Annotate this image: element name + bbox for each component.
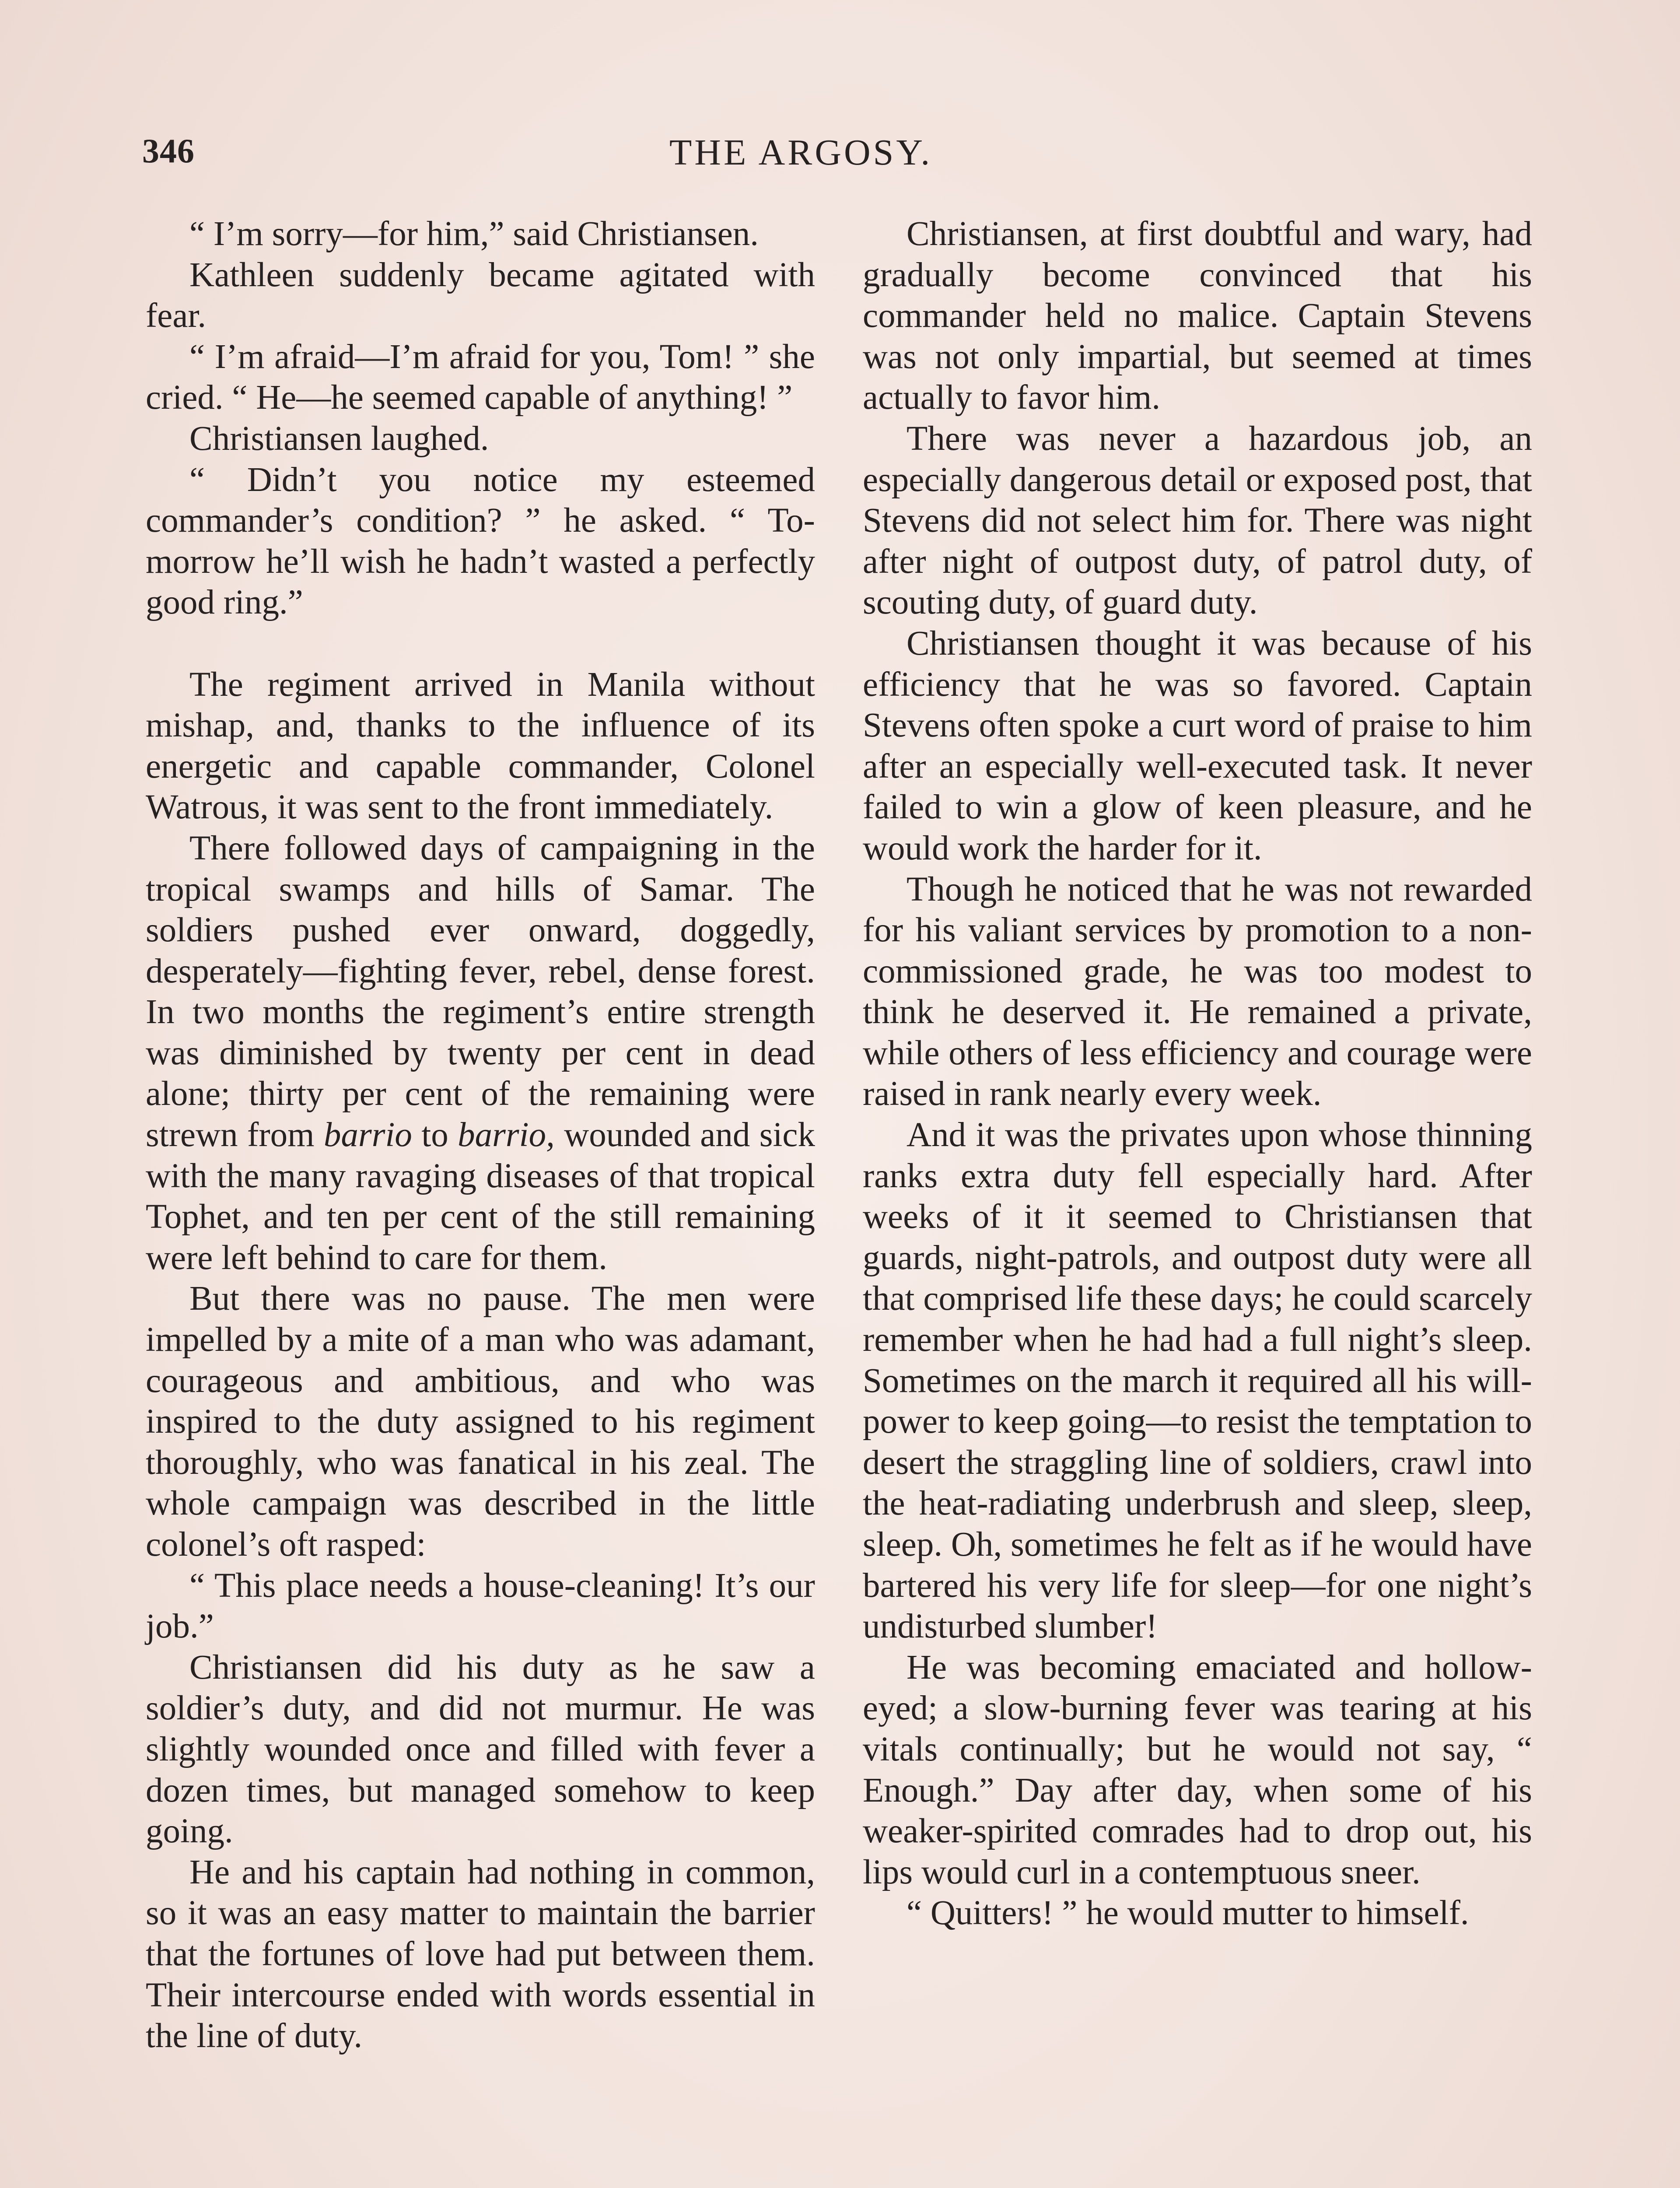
- paragraph-text: There followed days of campaigning in the tropical swamps and hills of Samar. The soldiers pushed ever onward, doggedly, desperately—fighting fever, rebel, dense forest. In two months the regiment’s entire strength was diminished by twenty per cent in dead alone; thirty per cent of the remaining were strewn from: [146, 829, 815, 1154]
- paragraph-text: wounded and sick with the many ravaging diseases of that tropical Tophet, and ten per cent of the still remaining were left behind to care for them.: [146, 1116, 815, 1277]
- paragraph: And it was the privates upon whose thinning ranks extra duty fell especially hard. After weeks of it it seemed to Christiansen that guards, night-patrols, and outpost duty were all that comprised life these days; he could scarcely remember when he had had a full night’s sleep. Sometimes on the march it required all his will-power to keep going—to resist the temptation to desert the straggling line of soldiers, crawl into the heat-radiating underbrush and sleep, sleep, sleep. Oh, sometimes he felt as if he would have bartered his very life for sleep—for one night’s undisturbed slumber!: [863, 1116, 1532, 1646]
- italic-term: barrio,: [458, 1116, 555, 1154]
- paragraph: There was never a hazardous job, an especially dangerous detail or exposed post, that Stevens did not select him for. There was night after night of outpost duty, of patrol duty, of scouting duty, of guard duty.: [863, 419, 1532, 622]
- page-number: 346: [142, 132, 195, 170]
- paragraph: He and his captain had nothing in common, so it was an easy matter to maintain the barrier that the fortunes of love had put between them. Their intercourse ended with words essential in the line of duty.: [146, 1853, 815, 2055]
- paragraph-text: to: [412, 1116, 458, 1154]
- paragraph: Though he noticed that he was not rewarded for his valiant services by promotion to a non-commissioned grade, he was too modest to think he deserved it. He remained a private, while others of less efficiency and courage were raised in rank nearly every week.: [863, 870, 1532, 1113]
- italic-term: barrio: [323, 1116, 412, 1154]
- paragraph: “ Didn’t you notice my esteemed commander’s condition? ” he asked. “ To-morrow he’ll wish he hadn’t wasted a perfectly good ring.”: [146, 460, 815, 622]
- right-column: [863, 214, 1532, 1934]
- paragraph: “ Quitters! ” he would mutter to himself.: [906, 1894, 1469, 1932]
- paragraph: But there was no pause. The men were impelled by a mite of a man who was adamant, courageous and ambitious, and who was inspired to the duty assigned to his regiment thoroughly, who was fanatical in his zeal. The whole campaign was described in the little colonel’s oft rasped:: [146, 1280, 815, 1564]
- paragraph: He was becoming emaciated and hollow-eyed; a slow-burning fever was tearing at his vitals continually; but he would not say, “ Enough.” Day after day, when some of his weaker-spirited comrades had to drop out, his lips would curl in a contemptuous sneer.: [863, 1648, 1532, 1891]
- running-title: THE ARGOSY.: [669, 132, 933, 173]
- paragraph: Kathleen suddenly became agitated with fear.: [146, 256, 815, 335]
- paragraph: [146, 828, 815, 1279]
- paragraph: “ This place needs a house-cleaning! It’s our job.”: [146, 1566, 815, 1646]
- paragraph: Christiansen laughed.: [189, 419, 489, 458]
- paragraph: “ I’m afraid—I’m afraid for you, Tom! ” she cried. “ He—he seemed capable of anything! ”: [146, 337, 815, 417]
- paragraph: The regiment arrived in Manila without mishap, and, thanks to the influence of its energetic and capable commander, Colonel Watrous, it was sent to the front immediately.: [146, 665, 815, 827]
- paragraph: Christiansen did his duty as he saw a soldier’s duty, and did not murmur. He was slightly wounded once and filled with fever a dozen times, but managed somehow to keep going.: [146, 1648, 815, 1851]
- left-column: [146, 214, 815, 2057]
- paragraph: “ I’m sorry—for him,” said Christiansen.: [189, 215, 759, 253]
- paragraph: Christiansen, at first doubtful and wary, had gradually become convinced that his commander held no malice. Captain Stevens was not only impartial, but seemed at times actually to favor him.: [863, 215, 1532, 417]
- paragraph: Christiansen thought it was because of his efficiency that he was so favored. Captain Stevens often spoke a curt word of praise to him after an especially well-executed task. It never failed to win a glow of keen pleasure, and he would work the harder for it.: [863, 624, 1532, 867]
